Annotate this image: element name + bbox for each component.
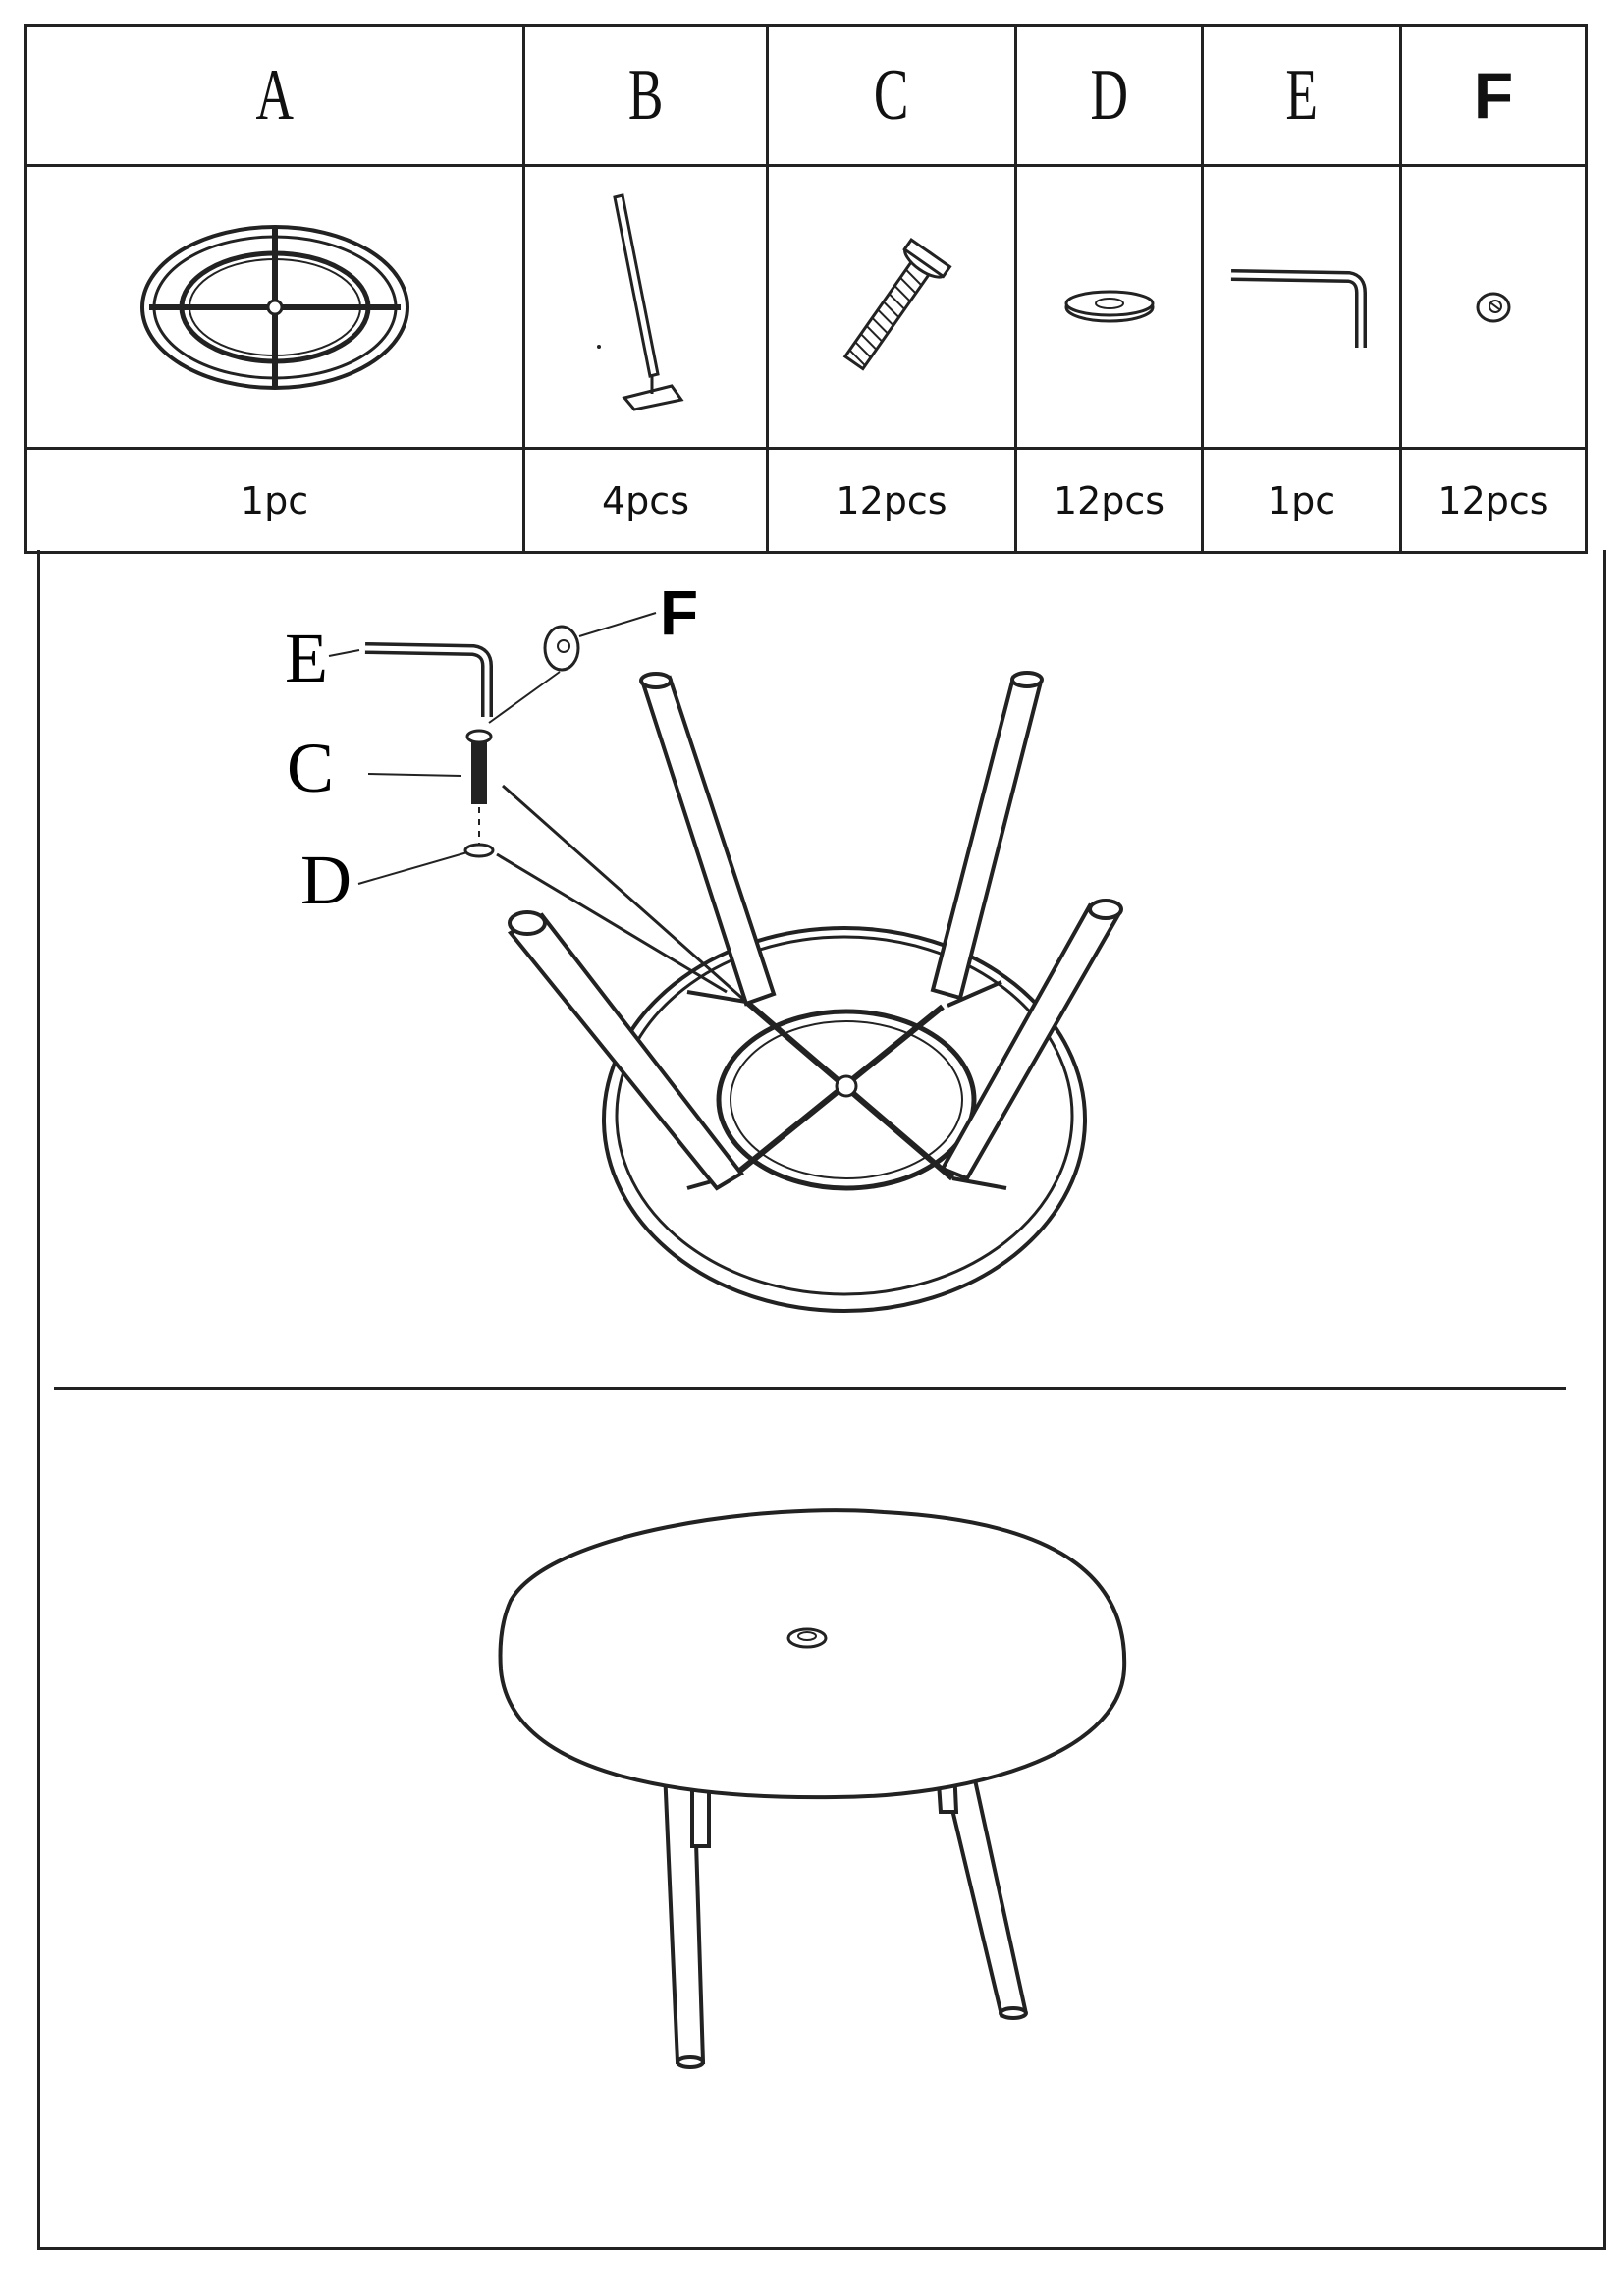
- part-letter: A: [255, 54, 294, 136]
- part-letter: B: [627, 54, 664, 136]
- part-letter: D: [1090, 54, 1128, 136]
- part-letter: E: [1285, 54, 1318, 136]
- part-qty: 12pcs: [1053, 478, 1165, 522]
- part-qty: 1pc: [1267, 478, 1336, 522]
- part-qty: 4pcs: [602, 478, 689, 522]
- part-qty: 12pcs: [1437, 478, 1549, 522]
- finished-table: [500, 1510, 1124, 2067]
- part-letter: C: [874, 54, 909, 136]
- callout-label-e: E: [285, 619, 328, 697]
- part-letter: F: [1473, 59, 1514, 132]
- callout-label-d: D: [300, 841, 352, 919]
- part-qty: 12pcs: [836, 478, 947, 522]
- callout-label-c: C: [287, 729, 335, 807]
- part-qty: 1pc: [240, 478, 309, 522]
- callout-label-f: F: [660, 577, 699, 648]
